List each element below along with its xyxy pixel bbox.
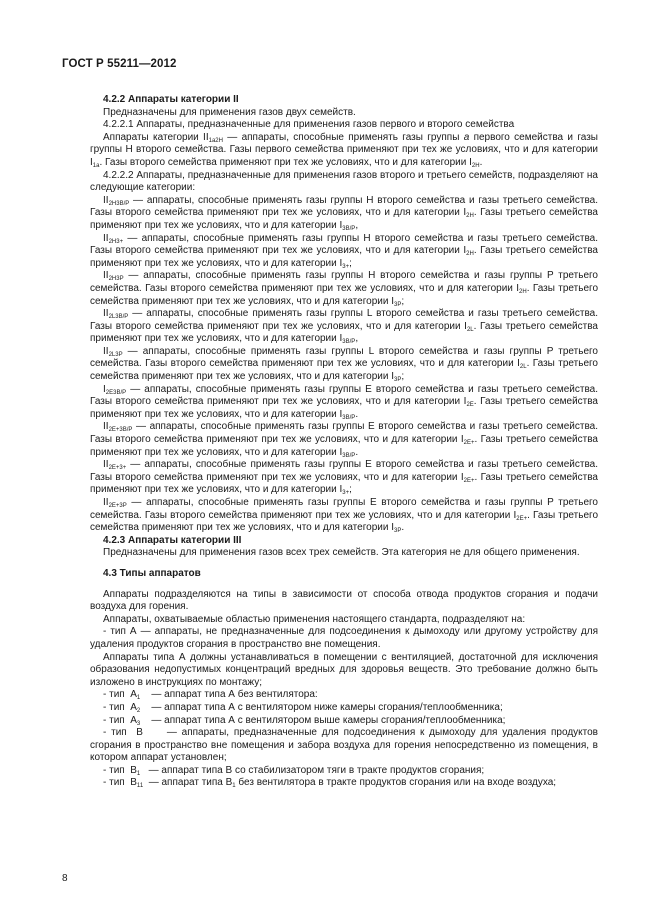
paragraph: - тип $A_2$ — аппарат типа А с вентилятором ниже камеры сгорания/теплообменника; bbox=[103, 701, 503, 714]
paragraph: Аппараты типа А должны устанавливаться в помещении с вентиляцией, достаточной для исключения образования недопустимых концентраций вредных для здоровья веществ. Это требование должно быть изложено в инструкциях по монтажу; bbox=[90, 651, 598, 688]
paragraph: - тип B — аппараты, предназначенные для подсоединения к дымоходу для удаления продуктов сгорания в пространство вне помещения и забора воздуха для горения непосредственно из помещения, в котором аппарат установлен; bbox=[90, 727, 598, 764]
paragraph: $II_{2L3B/P}$ — аппараты, способные применять газы группы L второго семейства и газы третьего семейства. Газы второго семейства применяют при тех же условиях, что и для категории $I_{2L}$. Газы третьего семейства применяют при тех же условиях, что и для категории $I_{3B/P}$, bbox=[90, 308, 598, 346]
document-body bbox=[90, 94, 598, 790]
paragraph: $II_{2H3B/P}$ — аппараты, способные применять газы группы H второго семейства и газы третьего семейства. Газы второго семейства применяют при тех же условиях, что и для категории $I_{2H}$. Газы третьего семейства применяют при тех же условиях, что и для категории $I_{3B/P}$, bbox=[90, 194, 598, 232]
paragraph: - тип $B_1$ — аппарат типа В со стабилизатором тяги в тракте продуктов сгорания; bbox=[103, 764, 485, 777]
paragraph: Предназначены для применения газов всех трех семейств. Эта категория не для общего применения. bbox=[103, 547, 580, 559]
paragraph: $I_{2E3B/P}$ — аппараты, способные применять газы группы E второго семейства и газы третьего семейства. Газы второго семейства применяют при тех же условиях, что и для категории $I_{2E}$. Газы третьего семейства применяют при тех же условиях, что и для категории $I_{3B/P}$. bbox=[90, 383, 598, 421]
paragraph: Аппараты, охватываемые областью применения настоящего стандарта, подразделяют на: bbox=[103, 613, 526, 625]
section-heading: 4.2.2 Аппараты категории II bbox=[103, 94, 239, 105]
paragraph: 4.2.2.2 Аппараты, предназначенные для применения газов второго и третьего семейств, подразделяют на следующие категории: bbox=[90, 169, 598, 194]
paragraph: - тип $A_1$ — аппарат типа А без вентилятора: bbox=[103, 689, 318, 702]
paragraph: Предназначены для применения газов двух семейств. bbox=[103, 106, 356, 118]
paragraph: $II_{2H3P}$ — аппараты, способные применять газы группы H второго семейства и газы группы P третьего семейства. Газы второго семейства применяют при тех же условиях, что и для категории $I_{2H}$. Газы третьего семейства применяют при тех же условиях, что и для категории $I_{3P}$; bbox=[90, 270, 599, 308]
paragraph: - тип А — аппараты, не предназначенные для подсоединения к дымоходу или другому устройству для удаления продуктов сгорания в пространство вне помещения. bbox=[90, 626, 598, 650]
paragraph: $II_{2E+3B/P}$ — аппараты, способные применять газы группы E второго семейства и газы третьего семейства. Газы второго семейства применяют при тех же условиях, что и для категории $I_{2E+}$. Газы третьего семейства применяют при тех же условиях, что и для категории $I_{3B/P}$. bbox=[90, 421, 598, 459]
section-heading: 4.3 Типы аппаратов bbox=[103, 567, 201, 579]
paragraph: 4.2.2.1 Аппараты, предназначенные для применения газов первого и второго семейства bbox=[103, 119, 515, 131]
section-heading: 4.2.3 Аппараты категории III bbox=[103, 534, 242, 546]
paragraph: Аппараты подразделяются на типы в зависимости от способа отвода продуктов сгорания и подачи воздуха для горения. bbox=[90, 588, 598, 613]
paragraph: $II_{2L3P}$ — аппараты, способные применять газы группы L второго семейства и газы группы P третьего семейства. Газы второго семейства применяют при тех же условиях, что и для категории $I_{2L}$. Газы третьего семейства применяют при тех же условиях, что и для категории $I_{3P}$; bbox=[90, 345, 598, 384]
paragraph: $II_{2E+3+}$ — аппараты, способные применять газы группы E второго семейства и газы третьего семейства. Газы второго семейства применяют при тех же условиях, что и для категории $I_{2E+}$. Газы третьего семейства применяют при тех же условиях, что и для категории $I_{3+}$; bbox=[90, 459, 598, 497]
paragraph: - тип $A_3$ — аппарат типа А с вентилятором выше камеры сгорания/теплообменника; bbox=[103, 714, 506, 727]
paragraph: $II_{2E+3P}$ — аппараты, способные применять газы группы E второго семейства и газы группы P третьего семейства. Газы второго семейства применяют при тех же условиях, что и для категории $I_{2E+}$. Газы третьего семейства применяют при тех же условиях, что и для категории $I_{3P}$. bbox=[90, 497, 599, 535]
paragraph: Аппараты категории $II_{1a2H}$ — аппараты, способные применять газы группы a первого семейства и газы группы H второго семейства. Газы первого семейства применяют при тех же условиях, что и для категории $I_{1a}$. Газы второго семейства применяют при тех же условиях, что и для категории $I_{2H}$. bbox=[90, 131, 598, 169]
document-header: ГОСТ Р 55211—2012 bbox=[62, 58, 177, 70]
paragraph: $II_{2H3+}$ — аппараты, способные применять газы группы H второго семейства и газы третьего семейства. Газы второго семейства применяют при тех же условиях, что и для категории $I_{2H}$. Газы третьего семейства применяют при тех же условиях, что и для категории $I_{3+}$; bbox=[90, 232, 598, 270]
paragraph: - тип $B_{11}$ — аппарат типа $В_1$ без вентилятора в тракте продуктов сгорания или на входе воздуха; bbox=[103, 777, 557, 790]
page-number: 8 bbox=[62, 873, 68, 884]
